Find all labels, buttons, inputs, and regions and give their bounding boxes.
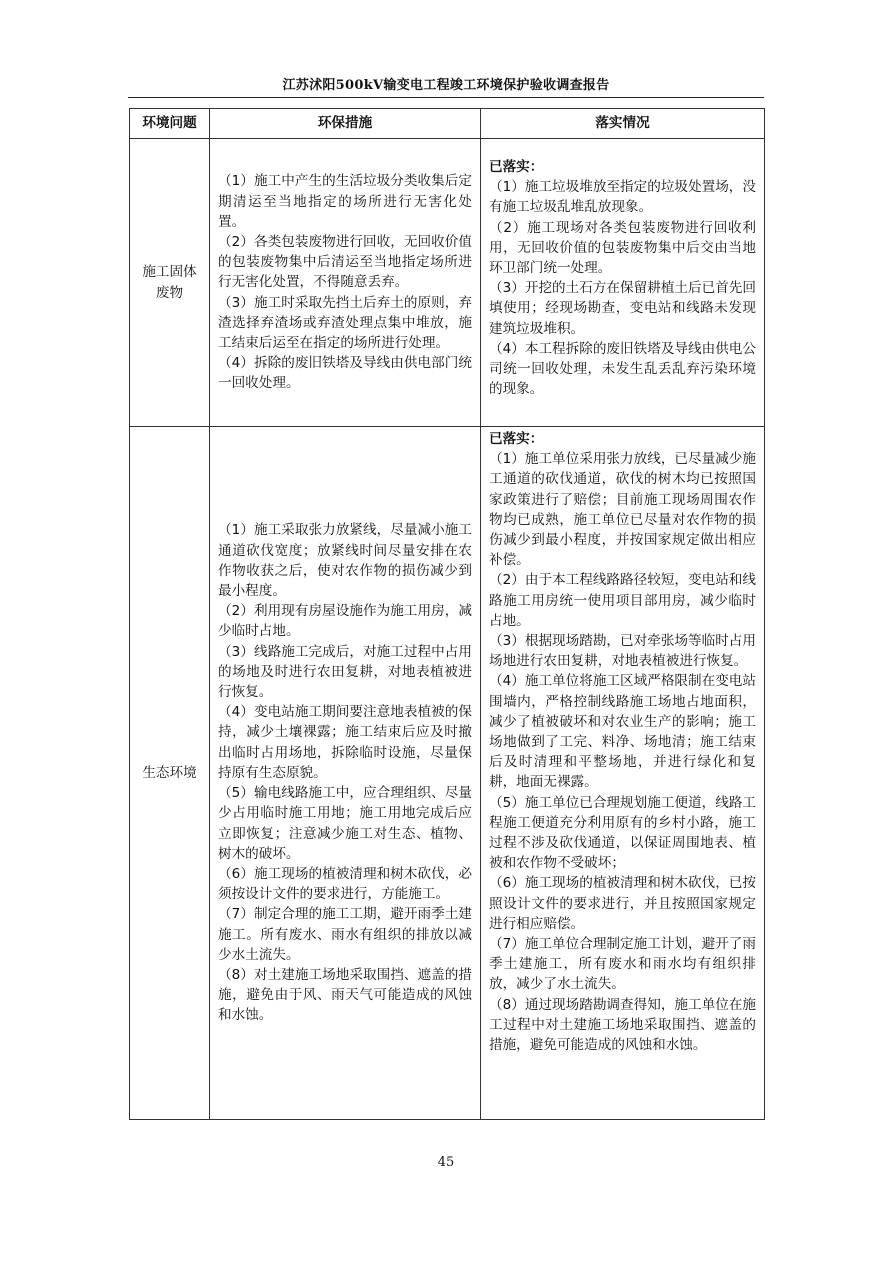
- measure-item: （5）输电线路施工中，应合理组织、尽量少占用临时施工用地；施工用地完成后应立即恢复；注意减少施工对生态、植物、树木的破坏。: [218, 785, 472, 862]
- result-item: （2）由于本工程线路路径较短，变电站和线路施工用房统一使用项目部用房，减少临时占地。: [489, 572, 756, 629]
- report-header-title: 江苏沭阳500kV输变电工程竣工环境保护验收调查报告: [282, 78, 610, 93]
- result-item: （7）施工单位合理制定施工计划，避开了雨季土建施工，所有废水和雨水均有组织排放，减少了水土流失。: [489, 936, 756, 993]
- result-item: （8）通过现场踏勘调查得知，施工单位在施工过程中对土建施工场地采取围挡、遮盖的措施，避免可能造成的风蚀和水蚀。: [489, 996, 756, 1054]
- environmental-measures-table: [129, 108, 765, 1120]
- measure-item: （2）利用现有房屋设施作为施工用房，减少临时占地。: [218, 603, 472, 640]
- page-number: 45: [437, 1155, 455, 1170]
- status-label: 已落实：: [489, 431, 544, 447]
- header-divider: [128, 97, 764, 98]
- result-item: （1）施工单位采用张力放线，已尽量减少施工通道的砍伐通道，砍伐的树木均已按照国家政策进行了赔偿；目前施工现场周围农作物均已成熟，施工单位已尽量对农作物的损伤减少到最小程度，并按国家规定做出相应补偿。: [489, 451, 756, 569]
- status-cell: [481, 139, 765, 427]
- measure-item: （3）施工时采取先挡土后弃土的原则，弃渣选择弃渣场或弃渣处理点集中堆放，施工结束后运至在指定的场所进行处理。: [218, 294, 472, 351]
- measure-item: （1）施工采取张力放紧线，尽量减小施工通道砍伐宽度；放紧线时间尽量安排在农作物收获之后，使对农作物的损伤减少到最小程度。: [218, 522, 472, 600]
- result-item: （5）施工单位已合理规划施工便道，线路工程施工便道充分利用原有的乡村小路，施工过程不涉及砍伐通道，以保证周围地表、植被和农作物不受破坏；: [489, 794, 756, 872]
- result-item: （6）施工现场的植被清理和树木砍伐，已按照设计文件的要求进行，并且按照国家规定进行相应赔偿。: [489, 875, 756, 932]
- result-item: （2）施工现场对各类包装废物进行回收利用，无回收价值的包装废物集中后交由当地环卫部门统一处理。: [489, 219, 756, 277]
- measure-item: （4）拆除的废旧铁塔及导线由供电部门统一回收处理。: [218, 355, 472, 392]
- table-header-row: [130, 109, 765, 139]
- measure-item: （1）施工中产生的生活垃圾分类收集后定期清运至当地指定的场所进行无害化处置。: [218, 173, 472, 230]
- result-item: （1）施工垃圾堆放至指定的垃圾处置场，没有施工垃圾乱堆乱放现象。: [489, 179, 756, 216]
- measure-item: （3）线路施工完成后，对施工过程中占用的场地及时进行农田复耕，对地表植被进行恢复。: [218, 643, 472, 701]
- status-label: 已落实：: [489, 159, 544, 175]
- issue-cell: 生态环境: [130, 427, 210, 1120]
- result-item: （4）本工程拆除的废旧铁塔及导线由供电公司统一回收处理，未发生乱丢乱弃污染环境的现象。: [489, 340, 756, 398]
- issue-cell: 施工固体废物: [130, 139, 210, 427]
- status-cell: [481, 427, 765, 1120]
- result-item: （3）开挖的土石方在保留耕植土后已首先回填使用；经现场勘查，变电站和线路未发现建筑垃圾堆积。: [489, 280, 756, 337]
- table-row: [130, 139, 765, 427]
- measures-cell: [210, 427, 481, 1120]
- measure-item: （4）变电站施工期间要注意地表植被的保持，减少土壤裸露；施工结束后应及时撤出临时占用场地，拆除临时设施，尽量保持原有生态原貌。: [218, 704, 472, 781]
- result-item: （4）施工单位将施工区域严格限制在变电站围墙内，严格控制线路施工场地占地面积，减少了植被破坏和对农业生产的影响；施工场地做到了工完、料净、场地清；施工结束后及时清理和平整场地，并进行绿化和复耕，地面无裸露。: [489, 673, 756, 791]
- column-header-issue: 环境问题: [130, 109, 210, 139]
- column-header-measures: 环保措施: [210, 109, 481, 139]
- measure-item: （2）各类包装废物进行回收，无回收价值的包装废物集中后清运至当地指定场所进行无害化处置，不得随意丢弃。: [218, 233, 472, 291]
- measure-item: （8）对土建施工场地采取围挡、遮盖的措施，避免由于风、雨天气可能造成的风蚀和水蚀。: [218, 966, 472, 1024]
- measure-item: （7）制定合理的施工工期，避开雨季土建施工。所有废水、雨水有组织的排放以减少水土流失。: [218, 906, 472, 963]
- measure-item: （6）施工现场的植被清理和树木砍伐，必须按设计文件的要求进行，方能施工。: [218, 865, 472, 903]
- column-header-status: 落实情况: [481, 109, 765, 139]
- table-row: [130, 427, 765, 1120]
- result-item: （3）根据现场踏勘，已对牵张场等临时占用场地进行农田复耕，对地表植被进行恢复。: [489, 633, 756, 670]
- measures-cell: [210, 139, 481, 427]
